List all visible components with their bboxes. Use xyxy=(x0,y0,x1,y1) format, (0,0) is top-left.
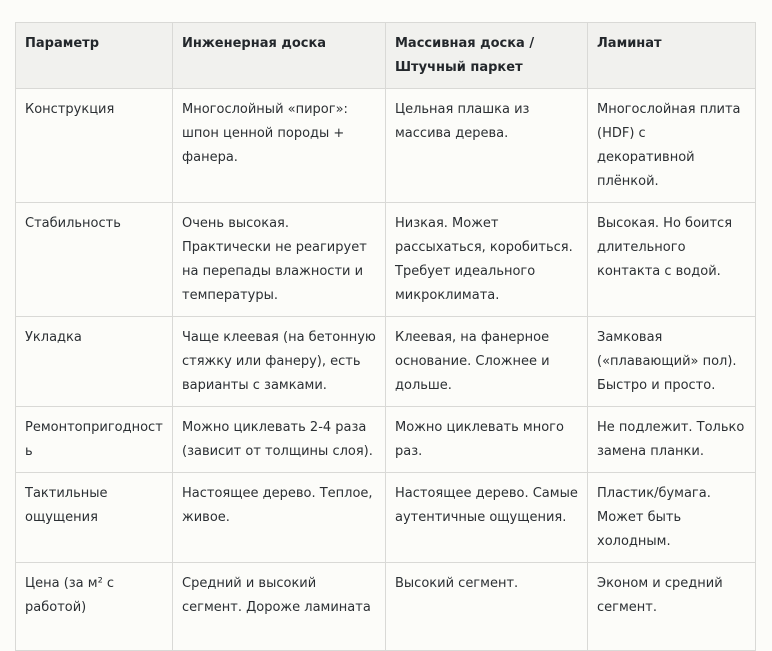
row-label: Цена (за м² с работой) xyxy=(16,563,173,651)
table-cell: Настоящее дерево. Теплое, живое. xyxy=(173,473,386,563)
row-label: Укладка xyxy=(16,317,173,407)
table-row xyxy=(16,563,756,651)
table-cell: Замковая («плавающий» пол). Быстро и просто. xyxy=(588,317,756,407)
header-laminate: Ламинат xyxy=(588,23,756,89)
table-cell: Очень высокая. Практически не реагирует на перепады влажности и температуры. xyxy=(173,203,386,317)
table-cell: Средний и высокий сегмент. Дороже ламината xyxy=(173,563,386,651)
header-solid-board: Массивная доска / Штучный паркет xyxy=(386,23,588,89)
table-cell: Многослойный «пирог»: шпон ценной породы + фанера. xyxy=(173,89,386,203)
table-row xyxy=(16,473,756,563)
table-cell: Настоящее дерево. Самые аутентичные ощущения. xyxy=(386,473,588,563)
table-row xyxy=(16,407,756,473)
row-label: Тактильные ощущения xyxy=(16,473,173,563)
table-cell: Цельная плашка из массива дерева. xyxy=(386,89,588,203)
row-label: Стабильность xyxy=(16,203,173,317)
table-cell: Эконом и средний сегмент. xyxy=(588,563,756,651)
row-label: Конструкция xyxy=(16,89,173,203)
table-cell: Многослойная плита (HDF) с декоративной плёнкой. xyxy=(588,89,756,203)
table-header-row xyxy=(16,23,756,89)
table-cell: Клеевая, на фанерное основание. Сложнее и дольше. xyxy=(386,317,588,407)
table-row xyxy=(16,317,756,407)
row-label: Ремонтопригодность xyxy=(16,407,173,473)
table-cell: Пластик/бумага. Может быть холодным. xyxy=(588,473,756,563)
comparison-table xyxy=(15,22,756,651)
table-row xyxy=(16,203,756,317)
table-cell: Не подлежит. Только замена планки. xyxy=(588,407,756,473)
table-cell: Чаще клеевая (на бетонную стяжку или фанеру), есть варианты с замками. xyxy=(173,317,386,407)
table-cell: Высокая. Но боится длительного контакта с водой. xyxy=(588,203,756,317)
table-cell: Можно циклевать 2-4 раза (зависит от толщины слоя). xyxy=(173,407,386,473)
header-engineered-board: Инженерная доска xyxy=(173,23,386,89)
table-cell: Можно циклевать много раз. xyxy=(386,407,588,473)
table-row xyxy=(16,89,756,203)
table-cell: Низкая. Может рассыхаться, коробиться. Требует идеального микроклимата. xyxy=(386,203,588,317)
header-parameter: Параметр xyxy=(16,23,173,89)
table-cell: Высокий сегмент. xyxy=(386,563,588,651)
